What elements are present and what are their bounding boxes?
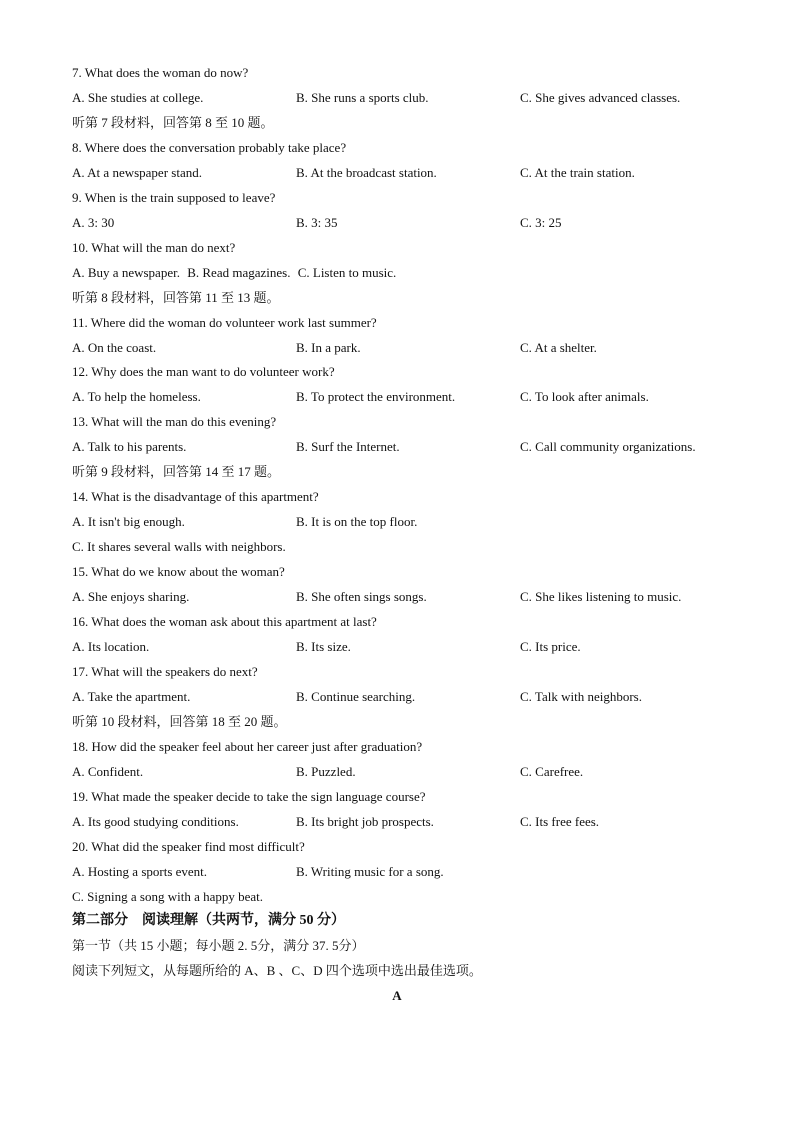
- question-14: 14. What is the disadvantage of this apartment?: [72, 489, 319, 504]
- option-b: B. At the broadcast station.: [296, 165, 437, 180]
- options-10: [72, 263, 754, 283]
- question-16: 16. What does the woman ask about this apartment at last?: [72, 614, 377, 629]
- section-heading-7: 听第 7 段材料，回答第 8 至 10 题。: [72, 115, 274, 130]
- option-a: A. Take the apartment.: [72, 689, 191, 704]
- option-a: A. She enjoys sharing.: [72, 589, 190, 604]
- question-18: 18. How did the speaker feel about her career just after graduation?: [72, 739, 423, 754]
- option-a: A. On the coast.: [72, 340, 157, 355]
- option-c: C. It shares several walls with neighbors.: [72, 539, 286, 554]
- options-16: [72, 637, 754, 657]
- options-17: [72, 687, 754, 707]
- option-c: C. Its price.: [520, 639, 581, 654]
- option-c: C. To look after animals.: [520, 389, 649, 404]
- part-two-title: 第二部分 阅读理解（共两节，满分 50 分）: [72, 913, 345, 928]
- option-b: B. Surf the Internet.: [296, 439, 400, 454]
- question-15: 15. What do we know about the woman?: [72, 564, 285, 579]
- part-two-section-one: 第一节（共 15 小题；每小题 2. 5分，满分 37. 5分）: [72, 938, 365, 953]
- option-b: B. Continue searching.: [296, 689, 416, 704]
- option-b: B. Writing music for a song.: [296, 864, 444, 879]
- option-b: B. To protect the environment.: [296, 389, 456, 404]
- option-c: C. 3: 25: [520, 215, 562, 230]
- reading-instruction: 阅读下列短文，从每题所给的 A、B 、C、D 四个选项中选出最佳选项。: [72, 963, 482, 978]
- option-b: B. She runs a sports club.: [296, 90, 429, 105]
- question-20: 20. What did the speaker find most difficult?: [72, 839, 305, 854]
- option-a: A. Talk to his parents.: [72, 439, 187, 454]
- option-a: A. She studies at college.: [72, 90, 204, 105]
- option-a: A. Its location.: [72, 639, 150, 654]
- option-a: A. It isn't big enough.: [72, 514, 185, 529]
- option-c: C. Talk with neighbors.: [520, 689, 642, 704]
- option-c: C. Signing a song with a happy beat.: [72, 889, 264, 904]
- question-11: 11. Where did the woman do volunteer work last summer?: [72, 315, 377, 330]
- question-9: 9. When is the train supposed to leave?: [72, 190, 276, 205]
- section-heading-9: 听第 9 段材料，回答第 14 至 17 题。: [72, 464, 281, 479]
- options-9: [72, 213, 754, 233]
- options-11: [72, 338, 754, 358]
- option-c: C. Call community organizations.: [520, 439, 696, 454]
- options-12: [72, 387, 754, 407]
- option-c: C. She gives advanced classes.: [520, 90, 681, 105]
- option-a: A. Its good studying conditions.: [72, 814, 239, 829]
- option-b: B. In a park.: [296, 340, 361, 355]
- option-a: A. Buy a newspaper.: [72, 265, 180, 280]
- question-19: 19. What made the speaker decide to take the sign language course?: [72, 789, 426, 804]
- question-10: 10. What will the man do next?: [72, 240, 236, 255]
- section-heading-10: 听第 10 段材料，回答第 18 至 20 题。: [72, 714, 287, 729]
- option-b: B. Its bright job prospects.: [296, 814, 434, 829]
- option-b: B. Puzzled.: [296, 764, 356, 779]
- option-b: B. Its size.: [296, 639, 351, 654]
- option-a: A. Hosting a sports event.: [72, 864, 208, 879]
- option-a: A. To help the homeless.: [72, 389, 201, 404]
- question-13: 13. What will the man do this evening?: [72, 414, 277, 429]
- question-7: 7. What does the woman do now?: [72, 65, 249, 80]
- option-b: B. 3: 35: [296, 215, 338, 230]
- question-8: 8. Where does the conversation probably take place?: [72, 140, 347, 155]
- option-c: C. Carefree.: [520, 764, 584, 779]
- option-a: A. 3: 30: [72, 215, 115, 230]
- option-c: C. Its free fees.: [520, 814, 600, 829]
- option-c: C. At a shelter.: [520, 340, 597, 355]
- section-heading-8: 听第 8 段材料，回答第 11 至 13 题。: [72, 290, 280, 305]
- options-8: [72, 163, 754, 183]
- option-b: B. She often sings songs.: [296, 589, 427, 604]
- option-b: B. Read magazines.: [187, 265, 291, 280]
- options-7: [72, 88, 754, 108]
- option-c: C. She likes listening to music.: [520, 589, 682, 604]
- option-a: A. Confident.: [72, 764, 144, 779]
- options-13: [72, 437, 754, 457]
- options-19: [72, 812, 754, 832]
- option-c: C. At the train station.: [520, 165, 635, 180]
- passage-label: A: [392, 988, 402, 1003]
- options-18: [72, 762, 754, 782]
- options-20: [72, 862, 754, 882]
- option-a: A. At a newspaper stand.: [72, 165, 202, 180]
- question-17: 17. What will the speakers do next?: [72, 664, 258, 679]
- question-12: 12. Why does the man want to do volunteer work?: [72, 364, 335, 379]
- option-b: B. It is on the top floor.: [296, 514, 418, 529]
- options-14: [72, 512, 754, 532]
- option-c: C. Listen to music.: [297, 265, 397, 280]
- options-15: [72, 587, 754, 607]
